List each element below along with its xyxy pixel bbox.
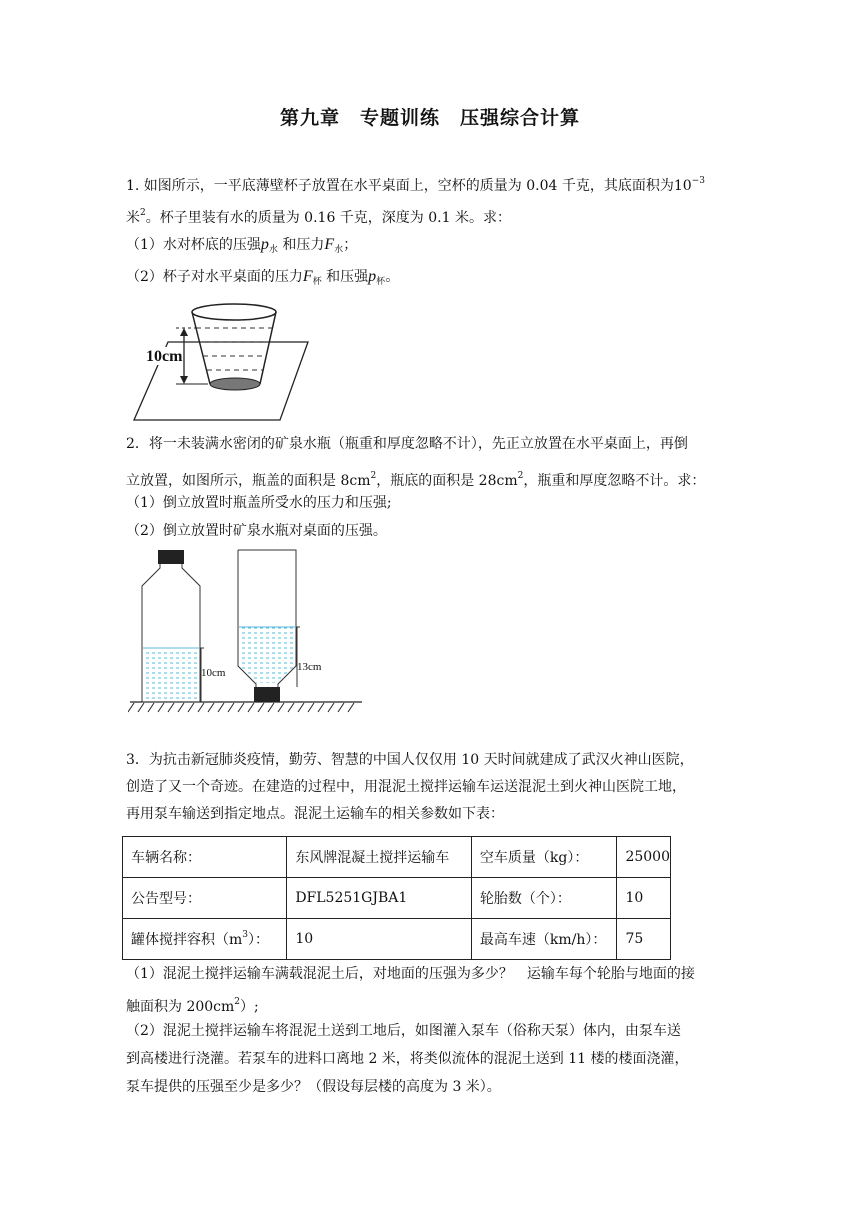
q1-part1 xyxy=(126,235,357,260)
table-cell: 75 xyxy=(617,919,671,960)
upright-water xyxy=(143,648,199,701)
q1-line2-text: 。杯子里装有水的质量为 0.16 千克，深度为 0.1 米。求： xyxy=(145,210,511,226)
q3-part1-line2-end: ）; xyxy=(240,999,259,1015)
q1-part2 xyxy=(126,267,399,292)
volume-label-end: ）： xyxy=(248,932,270,948)
q1-var-p-cup: p xyxy=(368,268,377,285)
q1-var-p: p xyxy=(260,236,269,253)
q2-line2 xyxy=(126,466,705,491)
cup-rim xyxy=(192,304,276,320)
q3-part1-exponent: 2 xyxy=(234,997,241,1007)
table-row xyxy=(123,837,671,878)
q2-line2-text: 立放置，如图所示，瓶盖的面积是 8cm xyxy=(126,473,371,489)
q1-part1-mid: 和压力 xyxy=(277,237,325,253)
q2-part1: （1）倒立放置时瓶盖所受水的压力和压强; xyxy=(126,495,392,511)
q3-line1: 3．为抗击新冠肺炎疫情，勤劳、智慧的中国人仅仅用 10 天时间就建成了武汉火神山医院， xyxy=(126,752,694,768)
cup-bottom xyxy=(210,378,260,390)
q3-part2-line3: 泵车提供的压强至少是多少？（假设每层楼的高度为 3 米）。 xyxy=(126,1079,501,1095)
table-cell xyxy=(123,919,287,960)
table-cell: 10 xyxy=(287,919,472,960)
cup-left-wall xyxy=(192,312,210,384)
table-row xyxy=(123,878,671,919)
page-title: 第九章 专题训练 压强综合计算 xyxy=(279,107,580,129)
upright-cap xyxy=(158,550,184,564)
inverted-cap xyxy=(254,687,280,702)
bottles-figure xyxy=(128,546,364,716)
q3-line2: 创造了又一个奇迹。在建造的过程中，用混泥土搅拌运输车运送混泥土到火神山医院工地， xyxy=(126,779,686,795)
q1-var-F: F xyxy=(324,236,335,253)
q1-sub-water-2: 水 xyxy=(334,245,344,255)
upright-depth-label: 10cm xyxy=(201,667,226,679)
q1-line2-exponent: 2 xyxy=(140,208,146,218)
volume-exponent: 3 xyxy=(242,930,249,940)
q2-part2: （2）倒立放置时矿泉水瓶对桌面的压强。 xyxy=(126,523,387,539)
table-cell: 空车质量（kg）： xyxy=(471,837,617,878)
depth-label: 10cm xyxy=(146,348,183,365)
table-cell: 25000 xyxy=(617,837,671,878)
q2-line1: 2．将一未装满水密闭的矿泉水瓶（瓶重和厚度忽略不计），先正立放置在水平桌面上，再倒 xyxy=(126,436,688,452)
cup-right-wall xyxy=(260,312,276,384)
q2-exp-1: 2 xyxy=(370,471,377,481)
q1-sub-water: 水 xyxy=(268,245,278,255)
inverted-water xyxy=(239,627,295,683)
table-cell: 10 xyxy=(617,878,671,919)
q1-line1-exponent: −3 xyxy=(691,176,705,186)
q3-line3: 再用泵车输送到指定地点。混泥土运输车的相关参数如下表： xyxy=(126,806,504,822)
table-row xyxy=(123,919,671,960)
table-cell: 东风牌混凝土搅拌运输车 xyxy=(287,837,472,878)
q3-part2-line1: （2）混泥土搅拌运输车将混泥土送到工地后，如图灌入泵车（俗称天泵）体内，由泵车送 xyxy=(126,1023,681,1039)
q2-line2-end: ，瓶重和厚度忽略不计。求： xyxy=(523,473,706,489)
q1-var-F-cup: F xyxy=(302,268,313,285)
q3-part2-line2: 到高楼进行浇灌。若泵车的进料口离地 2 米，将类似流体的混泥土送到 11 楼的楼面浇灌， xyxy=(126,1051,689,1067)
q1-line1 xyxy=(126,171,705,196)
table-cell: 公告型号： xyxy=(123,878,287,919)
q1-part2-end: 。 xyxy=(385,269,400,285)
q1-sub-cup: 杯 xyxy=(312,277,322,287)
table-cell: 车辆名称： xyxy=(123,837,287,878)
table-cell: DFL5251GJBA1 xyxy=(287,878,472,919)
q3-part1-line2-text: 触面积为 200cm xyxy=(126,999,235,1015)
cup-figure xyxy=(130,300,310,424)
q1-line2 xyxy=(126,203,511,228)
q3-part1-line2 xyxy=(126,992,259,1017)
q1-part1-text: （1）水对杯底的压强 xyxy=(126,237,261,253)
q2-exp-2: 2 xyxy=(517,471,524,481)
volume-label: 罐体搅拌容积（m xyxy=(131,932,243,948)
q1-line2-unit: 米 xyxy=(126,210,140,226)
vehicle-params-table xyxy=(122,836,671,960)
table-cell: 最高车速（km/h）： xyxy=(471,919,617,960)
q1-sub-cup-2: 杯 xyxy=(376,277,386,287)
q1-part2-text: （2）杯子对水平桌面的压力 xyxy=(126,269,303,285)
q1-part2-mid: 和压强 xyxy=(321,269,369,285)
table-cell: 轮胎数（个）： xyxy=(471,878,617,919)
inverted-depth-label: 13cm xyxy=(297,661,322,673)
q1-part1-end: ； xyxy=(343,237,358,253)
q1-line1-text: 1. 如图所示，一平底薄壁杯子放置在水平桌面上，空杯的质量为 0.04 千克，其底面积为10 xyxy=(126,178,692,194)
q3-part1-line1: （1）混泥土搅拌运输车满载混泥土后，对地面的压强为多少？ 运输车每个轮胎与地面的接 xyxy=(126,966,695,982)
q2-line2-mid: ，瓶底的面积是 28cm xyxy=(376,473,518,489)
